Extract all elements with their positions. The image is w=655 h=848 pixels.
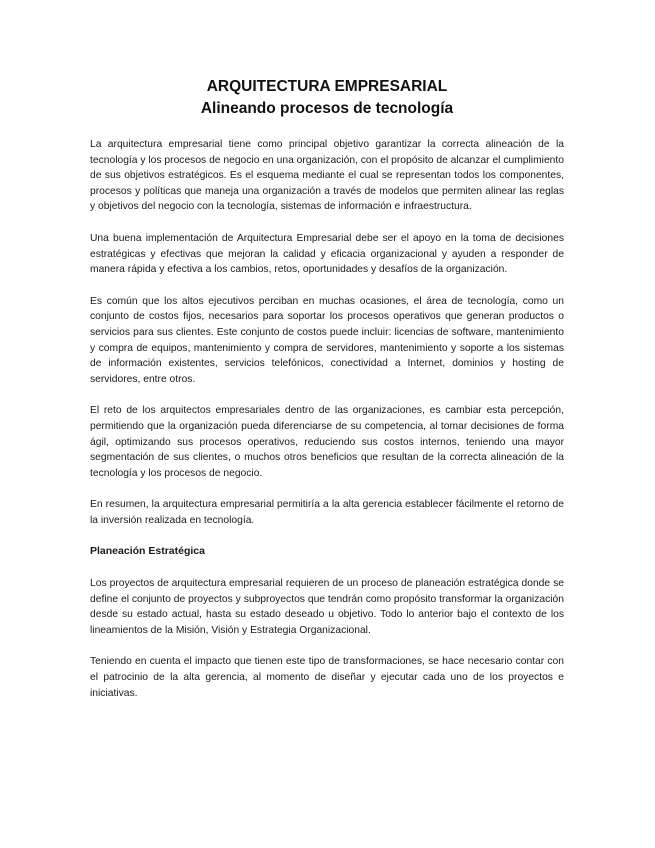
- document-title: ARQUITECTURA EMPRESARIAL: [206, 78, 448, 95]
- paragraph-intro-5: En resumen, la arquitectura empresarial permitiría a la alta gerencia establecer fácilmente el retorno de la inversión realizada en tecnología.: [90, 499, 564, 526]
- paragraph-intro-1: La arquitectura empresarial tiene como principal objetivo garantizar la correcta alineación de la tecnología y los procesos de negocio en una organización, con el propósito de alcanzar el cumplimiento de sus objetivos estratégicos. Es el esquema mediante el cual se representan todos los componentes, procesos y políticas que maneja una organización a través de modelos que permiten alinear las reglas y objetivos del negocio con la tecnología, sistemas de información e infraestructura.: [90, 139, 564, 213]
- paragraph-intro-2: Una buena implementación de Arquitectura Empresarial debe ser el apoyo en la toma de decisiones estratégicas y efectivas que mejoran la calidad y eficacia organizacional y ayuden a responder de manera rápida y efectiva a los cambios, retos, oportunidades y desafíos de la organización.: [90, 232, 564, 276]
- document-subtitle: Alineando procesos de tecnología: [200, 100, 454, 117]
- title-block: [90, 76, 564, 120]
- paragraph-intro-3: Es común que los altos ejecutivos perciban en muchas ocasiones, el área de tecnología, como un conjunto de costos fijos, necesarios para soportar los procesos operativos que generan productos o servicios para sus clientes. Este conjunto de costos puede incluir: licencias de software, mantenimiento y compra de equipos, mantenimiento y compra de servidores, mantenimiento y soporte a los sistemas de información existentes, servicios telefónicos, conectividad a Internet, dominios y hosting de servidores, entre otros.: [90, 295, 564, 385]
- section-heading: Planeación Estratégica: [90, 545, 205, 558]
- document-page: [90, 76, 564, 717]
- paragraph-section-2: Teniendo en cuenta el impacto que tienen este tipo de transformaciones, se hace necesario contar con el patrocinio de la alta gerencia, al momento de diseñar y ejecutar cada uno de los proyectos e iniciativas.: [90, 656, 564, 699]
- paragraph-intro-4: El reto de los arquitectos empresariales dentro de las organizaciones, es cambiar esta percepción, permitiendo que la organización pueda diferenciarse de su competencia, al tomar decisiones de forma ágil, optimizando sus procesos operativos, reduciendo sus costos internos, teniendo una mayor segmentación de sus clientes, o muchos otros beneficios que resultan de la correcta alineación de la tecnología y los procesos de negocio.: [90, 405, 564, 479]
- paragraph-section-1: Los proyectos de arquitectura empresarial requieren de un proceso de planeación estratégica donde se define el conjunto de proyectos y subproyectos que tendrán como propósito transformar la organización desde su estado actual, hasta su estado deseado u objetivo. Todo lo anterior bajo el contexto de los lineamientos de la Misión, Visión y Estrategia Organizacional.: [90, 578, 564, 636]
